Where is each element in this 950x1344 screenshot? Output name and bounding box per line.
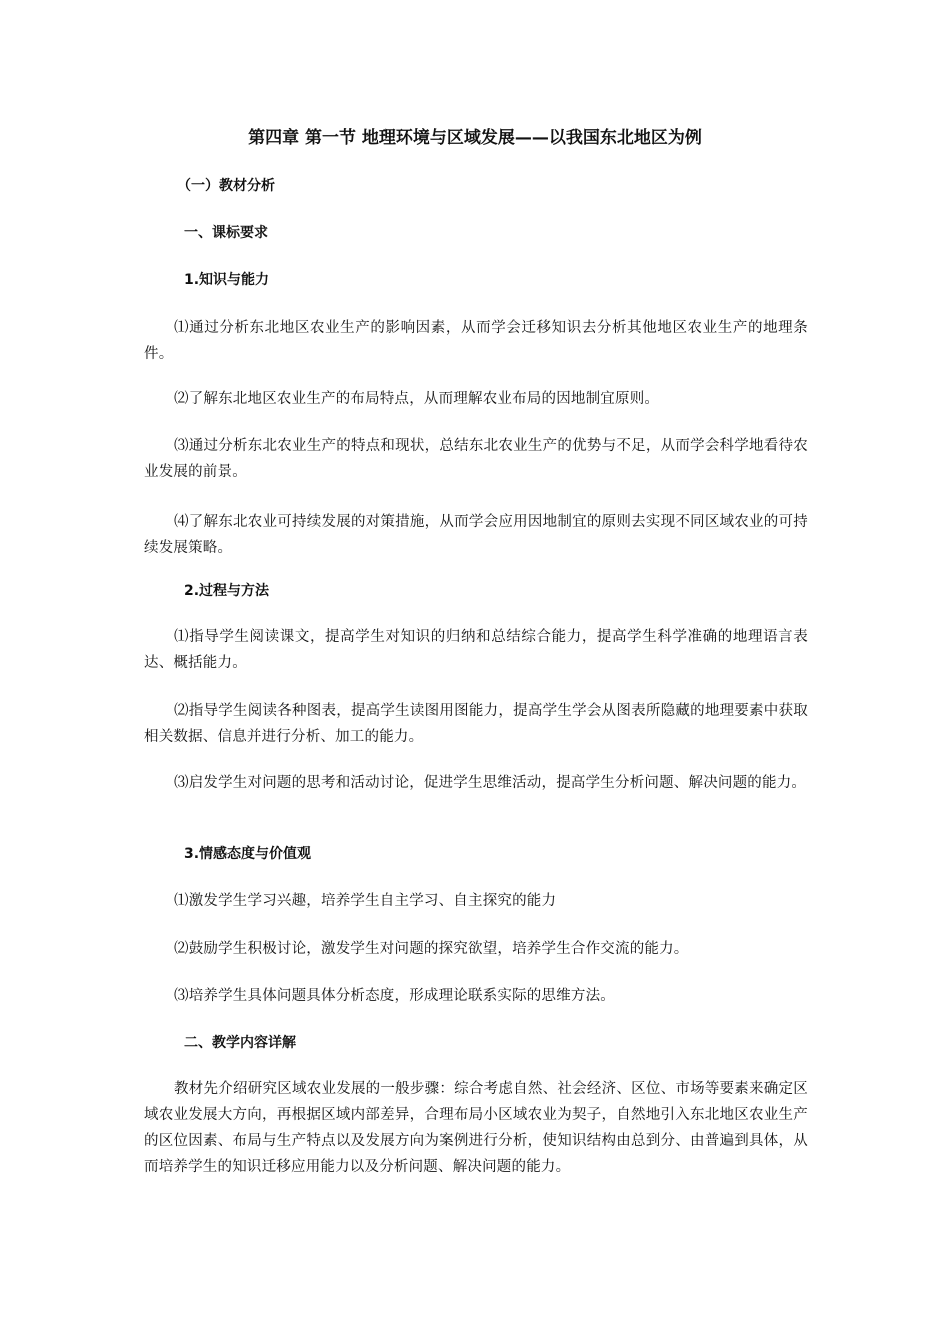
process-item-1: ⑴指导学生阅读课文，提高学生对知识的归纳和总结综合能力，提高学生科学准确的地理语言表达、概括能力。 <box>144 629 808 671</box>
knowledge-item-4: ⑷了解东北农业可持续发展的对策措施，从而学会应用因地制宜的原则去实现不同区域农业的可持续发展策略。 <box>144 514 808 556</box>
content-paragraph: 教材先介绍研究区域农业发展的一般步骤：综合考虑自然、社会经济、区位、市场等要素来确定区域农业发展大方向，再根据区域内部差异，合理布局小区域农业为契子，自然地引入东北地区农业生产的区位因素、布局与生产特点以及发展方向为案例进行分析，使知识结构由总到分、由普遍到具体，从而培养学生的知识迁移应用能力以及分析问题、解决问题的能力。 <box>144 1081 808 1175</box>
section-heading-curriculum: 一、课标要求 <box>184 225 268 241</box>
knowledge-item-3: ⑶通过分析东北农业生产的特点和现状，总结东北农业生产的优势与不足，从而学会科学地看待农业发展的前景。 <box>144 438 808 480</box>
section-heading-textbook-analysis: （一）教材分析 <box>177 178 275 194</box>
process-item-3: ⑶启发学生对问题的思考和活动讨论，促进学生思维活动，提高学生分析问题、解决问题的能力。 <box>174 775 807 791</box>
document-title: 第四章 第一节 地理环境与区域发展——以我国东北地区为例 <box>248 128 702 148</box>
emotion-item-2: ⑵鼓励学生积极讨论，激发学生对问题的探究欲望，培养学生合作交流的能力。 <box>174 941 689 957</box>
subheading-emotion: 3.情感态度与价值观 <box>184 846 312 862</box>
section-heading-content: 二、教学内容详解 <box>184 1035 296 1051</box>
process-item-2: ⑵指导学生阅读各种图表，提高学生读图用图能力，提高学生学会从图表所隐藏的地理要素中获取相关数据、信息并进行分析、加工的能力。 <box>144 703 808 745</box>
emotion-item-3: ⑶培养学生具体问题具体分析态度，形成理论联系实际的思维方法。 <box>174 988 615 1004</box>
subheading-knowledge: 1.知识与能力 <box>184 272 270 288</box>
knowledge-item-2: ⑵了解东北地区农业生产的布局特点，从而理解农业布局的因地制宜原则。 <box>174 391 660 407</box>
subheading-process: 2.过程与方法 <box>184 583 270 599</box>
emotion-item-1: ⑴激发学生学习兴趣，培养学生自主学习、自主探究的能力 <box>174 893 557 909</box>
knowledge-item-1: ⑴通过分析东北地区农业生产的影响因素，从而学会迁移知识去分析其他地区农业生产的地理条件。 <box>144 320 808 362</box>
